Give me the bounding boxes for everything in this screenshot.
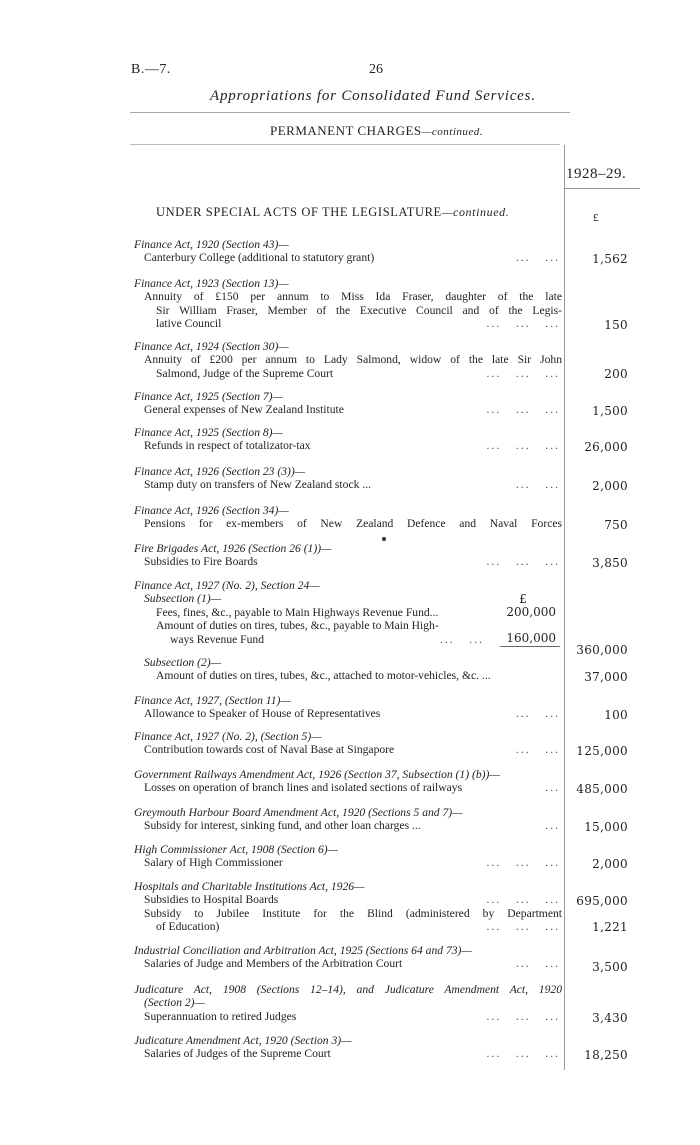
page-subtitle bbox=[270, 123, 483, 139]
subsection-item: Amount of duties on tires, tubes, &c., payable to Main High- bbox=[156, 619, 439, 633]
entry-description: General expenses of New Zealand Institute ... ... ... bbox=[144, 403, 560, 417]
entry-description: Sir William Fraser, Member of the Executive Council and of the Legis- bbox=[156, 303, 562, 317]
subsection-item: Amount of duties on tires, tubes, &c., attached to motor-vehicles, &c. ... bbox=[156, 669, 491, 683]
act-title: Fire Brigades Act, 1926 (Section 26 (1))— bbox=[134, 542, 332, 555]
year-header-rule bbox=[564, 188, 640, 189]
entry-description: Subsidies to Hospital Boards ... ... ... bbox=[144, 893, 560, 907]
entry-description: lative Council ... ... ... bbox=[156, 317, 560, 331]
subtitle-continued: —continued. bbox=[421, 126, 484, 138]
subsection-amount: 160,000 bbox=[506, 631, 556, 645]
entry-amount: 485,000 bbox=[576, 782, 628, 796]
section-heading-main: UNDER SPECIAL ACTS OF THE LEGISLATURE bbox=[156, 205, 442, 219]
entry-amount: 200 bbox=[604, 367, 628, 381]
entry-amount: 360,000 bbox=[576, 643, 628, 657]
appropriation-entry bbox=[134, 656, 562, 683]
entry-description: Subsidies to Fire Boards ... ... ... bbox=[144, 555, 560, 569]
appropriation-entry bbox=[134, 340, 562, 380]
appropriation-entry bbox=[134, 277, 562, 331]
entry-amount: 695,000 bbox=[576, 894, 628, 908]
appropriation-entry bbox=[134, 983, 562, 1023]
act-title: Finance Act, 1923 (Section 13)— bbox=[134, 277, 289, 290]
act-title: Finance Act, 1927 (No. 2), Section 24— bbox=[134, 579, 320, 592]
subsection-currency: £ bbox=[519, 592, 527, 606]
act-title: (Section 2)— bbox=[144, 996, 205, 1010]
appropriation-entry bbox=[134, 542, 562, 569]
appropriation-entry bbox=[134, 426, 562, 453]
appropriation-entry bbox=[134, 504, 562, 531]
appropriation-entry bbox=[134, 465, 562, 492]
print-mark bbox=[382, 537, 386, 541]
act-title: Finance Act, 1920 (Section 43)— bbox=[134, 238, 289, 251]
act-title: Finance Act, 1926 (Section 34)— bbox=[134, 504, 289, 517]
entry-description: Annuity of £200 per annum to Lady Salmond, widow of the late Sir John bbox=[144, 353, 562, 367]
section-heading bbox=[156, 205, 509, 220]
entry-description: Canterbury College (additional to statutory grant) ... ... bbox=[144, 251, 560, 265]
appropriation-entry bbox=[134, 1034, 562, 1061]
entry-description: Salmond, Judge of the Supreme Court ... ... ... bbox=[156, 366, 560, 380]
act-title: Finance Act, 1925 (Section 8)— bbox=[134, 426, 283, 439]
document-reference: B.—7. bbox=[131, 62, 171, 77]
entry-description: Stamp duty on transfers of New Zealand stock ... ... ... bbox=[144, 478, 560, 492]
entry-description: Refunds in respect of totalizator-tax ... ... ... bbox=[144, 439, 560, 453]
entry-amount: 15,000 bbox=[584, 820, 628, 834]
subsection-label: Subsection (1)— bbox=[144, 592, 221, 606]
appropriation-entry bbox=[134, 944, 562, 971]
subsection-item: ways Revenue Fund ... ... bbox=[170, 632, 484, 646]
appropriation-entry bbox=[134, 843, 562, 870]
subtitle-main: PERMANENT CHARGES bbox=[270, 123, 422, 138]
entry-amount: 2,000 bbox=[592, 857, 628, 871]
entry-amount: 3,430 bbox=[592, 1011, 628, 1025]
entry-description: of Education) ... ... ... bbox=[156, 920, 560, 934]
entry-description: Contribution towards cost of Naval Base at Singapore ... ... bbox=[144, 743, 560, 757]
subsection-amount: 200,000 bbox=[506, 605, 556, 619]
entry-amount: 125,000 bbox=[576, 744, 628, 758]
act-title: Finance Act, 1924 (Section 30)— bbox=[134, 340, 289, 353]
appropriation-entry bbox=[134, 730, 562, 757]
act-title: Hospitals and Charitable Institutions Act, 1926— bbox=[134, 880, 365, 893]
act-title: Finance Act, 1925 (Section 7)— bbox=[134, 390, 283, 403]
entry-description: Allowance to Speaker of House of Representatives ... ... bbox=[144, 707, 560, 721]
entry-amount: 26,000 bbox=[584, 440, 628, 454]
title-rule bbox=[130, 112, 570, 113]
entry-description: Salaries of Judges of the Supreme Court ... ... ... bbox=[144, 1047, 560, 1061]
section-heading-continued: —continued. bbox=[441, 205, 510, 219]
act-title: Judicature Amendment Act, 1920 (Section 3)— bbox=[134, 1034, 352, 1047]
entry-description: Losses on operation of branch lines and isolated sections of railways ... bbox=[144, 781, 560, 795]
subtitle-rule bbox=[130, 144, 560, 145]
entry-amount: 750 bbox=[604, 518, 628, 532]
entry-description: Superannuation to retired Judges ... ... ... bbox=[144, 1009, 560, 1023]
year-column-header: 1928–29. bbox=[566, 166, 627, 182]
page-title: Appropriations for Consolidated Fund Services. bbox=[210, 88, 536, 104]
entry-description: Subsidy to Jubilee Institute for the Blind (administered by Department bbox=[144, 906, 562, 920]
appropriation-entry bbox=[134, 880, 562, 934]
act-title: Greymouth Harbour Board Amendment Act, 1920 (Sections 5 and 7)— bbox=[134, 806, 463, 819]
page-number: 26 bbox=[369, 62, 383, 77]
entry-amount: 3,500 bbox=[592, 960, 628, 974]
entry-amount: 2,000 bbox=[592, 479, 628, 493]
entry-amount: 150 bbox=[604, 318, 628, 332]
entry-description: Annuity of £150 per annum to Miss Ida Fraser, daughter of the late bbox=[144, 290, 562, 304]
act-title: Finance Act, 1927, (Section 11)— bbox=[134, 694, 291, 707]
entry-amount: 18,250 bbox=[584, 1048, 628, 1062]
act-title: Government Railways Amendment Act, 1926 (Section 37, Subsection (1) (b))— bbox=[134, 768, 500, 781]
currency-symbol: £ bbox=[593, 212, 599, 224]
appropriation-entry bbox=[134, 694, 562, 721]
act-title: Judicature Act, 1908 (Sections 12–14), and Judicature Amendment Act, 1920 bbox=[134, 983, 562, 996]
act-title: Industrial Conciliation and Arbitration Act, 1925 (Sections 64 and 73)— bbox=[134, 944, 472, 957]
entry-amount: 3,850 bbox=[592, 556, 628, 570]
entry-description: Subsidy for interest, sinking fund, and other loan charges ... ... bbox=[144, 819, 560, 833]
entry-description: Salary of High Commissioner ... ... ... bbox=[144, 856, 560, 870]
subsection-item: Fees, fines, &c., payable to Main Highways Revenue Fund... bbox=[156, 605, 439, 619]
act-title: High Commissioner Act, 1908 (Section 6)— bbox=[134, 843, 338, 856]
entry-amount: 1,500 bbox=[592, 404, 628, 418]
entry-description: Salaries of Judge and Members of the Arbitration Court ... ... bbox=[144, 957, 560, 971]
entry-amount: 1,221 bbox=[592, 920, 628, 934]
appropriation-entry bbox=[134, 238, 562, 265]
entry-amount: 1,562 bbox=[592, 252, 628, 266]
appropriation-entry bbox=[134, 768, 562, 795]
act-title: Finance Act, 1926 (Section 23 (3))— bbox=[134, 465, 306, 478]
subsection-label: Subsection (2)— bbox=[144, 656, 221, 669]
subtotal-rule bbox=[500, 646, 560, 647]
entry-amount: 100 bbox=[604, 708, 628, 722]
entry-description: Pensions for ex-members of New Zealand Defence and Naval Forces bbox=[144, 517, 562, 531]
act-title: Finance Act, 1927 (No. 2), (Section 5)— bbox=[134, 730, 322, 743]
entry-amount: 37,000 bbox=[584, 670, 628, 684]
appropriation-entry bbox=[134, 806, 562, 833]
appropriation-entry bbox=[134, 390, 562, 417]
